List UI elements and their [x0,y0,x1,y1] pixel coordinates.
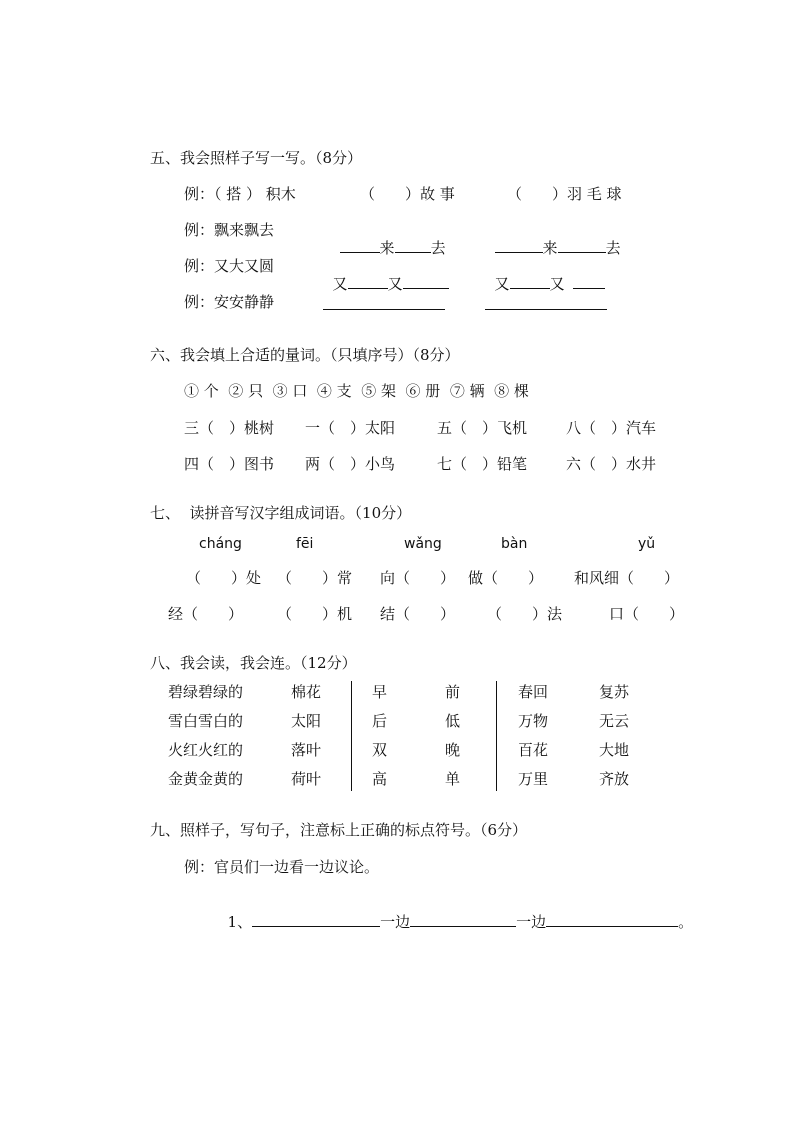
s7-row2-item[interactable]: （ ）法 [487,605,563,623]
s6-row2-item[interactable]: 七（ ）铅笔 [437,455,528,473]
s5-example-3: 例：又大又圆 [184,257,275,275]
answer-blank[interactable] [403,274,449,289]
answer-blank[interactable] [410,912,516,927]
s6-row1-item[interactable]: 三（ ）桃树 [184,419,275,437]
s5-item-3a[interactable]: 又 又 [323,259,449,292]
s6-row2-item[interactable]: 两（ ）小鸟 [305,455,396,473]
match-word[interactable]: 落叶 [291,741,322,759]
s5-item-2b[interactable]: 来 去 [485,223,621,256]
s5-item-1b: （ ）故 事 [360,185,455,203]
match-word[interactable]: 大地 [599,741,630,759]
pinyin-label: wǎng [404,536,442,552]
match-word[interactable]: 万物 [518,712,549,730]
match-word[interactable]: 雪白雪白的 [168,712,244,730]
measure-word-options: ① 个 ② 只 ③ 口 ④ 支 ⑤ 架 ⑥ 册 ⑦ 辆 ⑧ 棵 [184,382,529,400]
s5-example-4: 例：安安静静 [184,293,275,311]
answer-blank[interactable] [340,238,380,253]
s6-row1-item[interactable]: 八（ ）汽车 [566,419,657,437]
match-word[interactable]: 早 [372,683,388,701]
column-divider [496,681,497,791]
match-word[interactable]: 金黄金黄的 [168,770,244,788]
match-word[interactable]: 齐放 [599,770,630,788]
match-word[interactable]: 无云 [599,712,630,730]
match-word[interactable]: 碧绿碧绿的 [168,683,244,701]
s7-row1-item[interactable]: （ ）处 [186,569,262,587]
match-word[interactable]: 火红火红的 [168,741,244,759]
s5-item-4b[interactable] [485,295,607,313]
s6-row1-item[interactable]: 一（ ）太阳 [305,419,396,437]
answer-blank[interactable] [510,274,550,289]
section-5-title: 五、我会照样子写一写。（8分） [150,149,363,167]
s5-item-2a[interactable]: 来 去 [330,223,446,256]
answer-blank[interactable] [558,238,606,253]
match-word[interactable]: 高 [372,770,388,788]
column-divider [351,681,352,791]
match-word[interactable]: 低 [445,712,461,730]
match-word[interactable]: 百花 [518,741,549,759]
s7-row1-item[interactable]: （ ）常 [277,569,353,587]
pinyin-label: fēi [296,536,314,552]
s6-row2-item[interactable]: 六（ ）水井 [566,455,657,473]
answer-blank[interactable] [546,912,678,927]
answer-blank[interactable] [395,238,431,253]
s7-row1-item[interactable]: 和风细（ ） [574,569,680,587]
section-6-title: 六、我会填上合适的量词。（只填序号）（8分） [150,346,460,364]
match-word[interactable]: 棉花 [291,683,322,701]
s5-example-2: 例：飘来飘去 [184,221,275,239]
s7-row2-item[interactable]: 口（ ） [609,605,685,623]
s7-row2-item[interactable]: 结（ ） [380,605,456,623]
section-7-title: 七、 读拼音写汉字组成词语。（10分） [150,504,412,522]
answer-blank[interactable] [323,295,445,310]
pinyin-label: cháng [199,536,242,552]
answer-blank[interactable] [348,274,388,289]
match-word[interactable]: 太阳 [291,712,322,730]
s7-row1-item[interactable]: 向（ ） [380,569,456,587]
match-word[interactable]: 复苏 [599,683,630,701]
s9-example: 例：官员们一边看一边议论。 [184,858,380,876]
s5-item-3b[interactable]: 又 又 [485,259,605,292]
s6-row1-item[interactable]: 五（ ）飞机 [437,419,528,437]
match-word[interactable]: 单 [445,770,461,788]
match-word[interactable]: 荷叶 [291,770,322,788]
s7-row2-item[interactable]: （ ）机 [277,605,353,623]
answer-blank[interactable] [573,274,605,289]
answer-blank[interactable] [485,295,607,310]
match-word[interactable]: 后 [372,712,388,730]
section-9-title: 九、照样子，写句子，注意标上正确的标点符号。（6分） [150,821,528,839]
match-word[interactable]: 双 [372,741,388,759]
answer-blank[interactable] [252,912,380,927]
s5-item-4a[interactable] [323,295,445,313]
s9-sentence-1[interactable]: 1、 一边 一边 。 [227,913,694,931]
pinyin-label: yǔ [638,536,656,552]
section-8-title: 八、我会读，我会连。（12分） [150,654,357,672]
match-word[interactable]: 前 [445,683,461,701]
s5-item-1c: （ ）羽 毛 球 [507,185,622,203]
answer-blank[interactable] [495,238,543,253]
pinyin-label: bàn [501,536,528,552]
s5-example-1: 例：（ 搭 ） 积木 [184,185,296,203]
match-word[interactable]: 万里 [518,770,549,788]
match-word[interactable]: 晚 [445,741,461,759]
match-word[interactable]: 春回 [518,683,549,701]
s7-row1-item[interactable]: 做（ ） [468,569,544,587]
s7-row2-item[interactable]: 经（ ） [168,605,244,623]
s6-row2-item[interactable]: 四（ ）图书 [184,455,275,473]
